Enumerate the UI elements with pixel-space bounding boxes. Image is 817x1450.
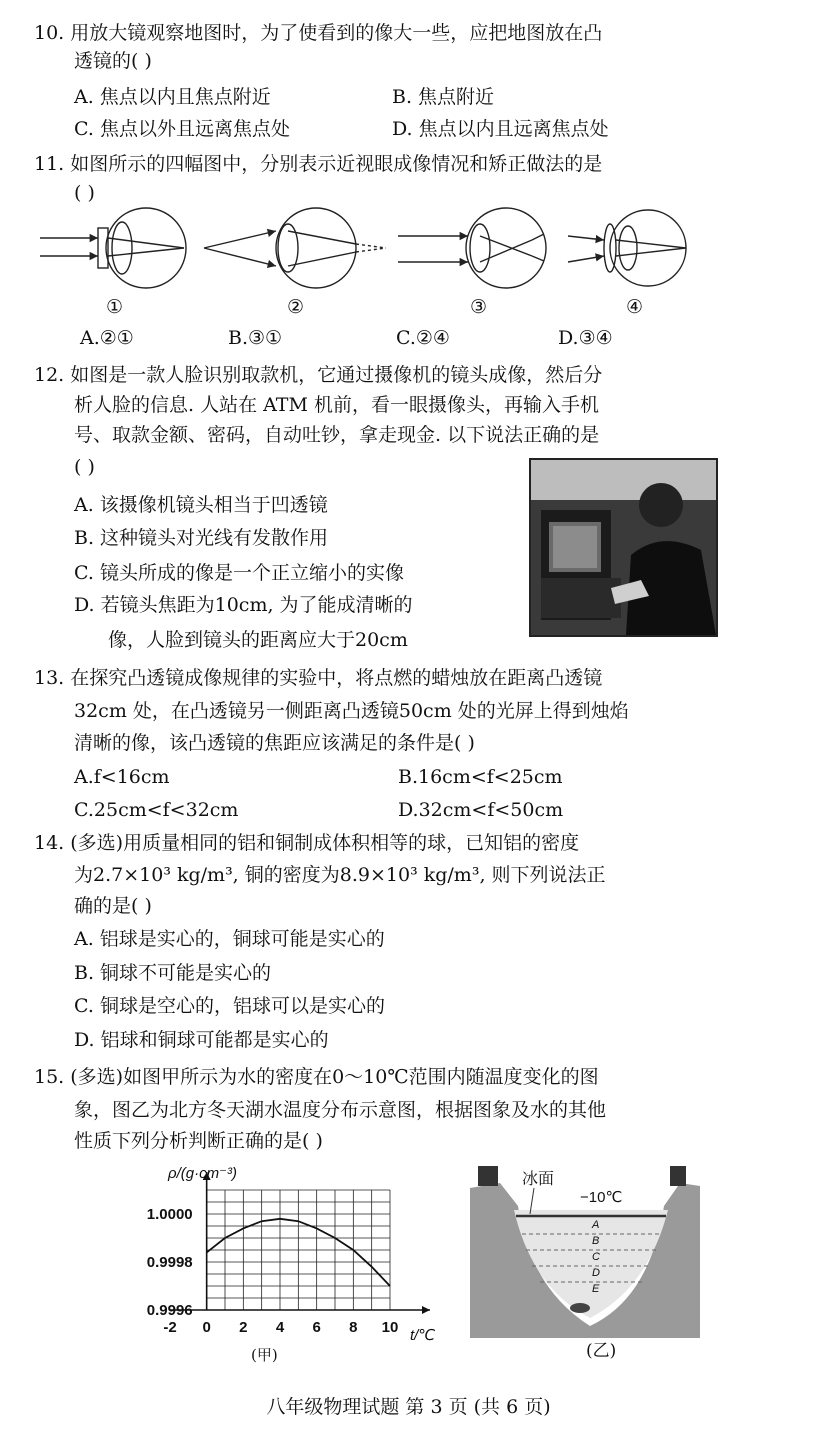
q15-stem-line2: 象，图乙为北方冬天湖水温度分布示意图，根据图象及水的其他 xyxy=(74,1099,607,1121)
eye-diagram-2 xyxy=(204,208,386,288)
x-tick-label: 4 xyxy=(275,1319,285,1336)
q12-stem-line1: 12. 如图是一款人脸识别取款机，它通过摄像机的镜头成像，然后分 xyxy=(34,364,603,386)
chart-ticks xyxy=(147,1206,399,1336)
eye-diagram-3 xyxy=(398,208,546,288)
lake-layer-d: D xyxy=(592,1267,600,1279)
lake-ice-label: 冰面 xyxy=(522,1171,555,1188)
x-tick-label: 6 xyxy=(312,1319,321,1336)
q12-stem-line4: ( ) xyxy=(74,456,95,478)
eye-diagrams-figure xyxy=(36,206,706,316)
q13-option-d: D.32cm<f<50cm xyxy=(398,799,564,821)
q12-option-a: A. 该摄像机镜头相当于凹透镜 xyxy=(74,494,328,516)
q12-option-c: C. 镜头所成的像是一个正立缩小的实像 xyxy=(74,562,404,584)
x-axis-arrow xyxy=(422,1306,430,1314)
y-tick-label: 0.9998 xyxy=(146,1254,193,1271)
q15-stem-line3: 性质下列分析判断正确的是( ) xyxy=(74,1130,323,1152)
q14-stem-line2: 为2.7×10³ kg/m³, 铜的密度为8.9×10³ kg/m³, 则下列说法正 xyxy=(74,864,606,886)
q14-stem-line3: 确的是( ) xyxy=(74,895,152,917)
lake-temperature-figure xyxy=(470,1158,700,1338)
x-tick-label: -2 xyxy=(163,1319,177,1336)
page-footer: 八年级物理试题 第 3 页 (共 6 页) xyxy=(266,1396,551,1418)
q14-stem-line1: 14. (多选)用质量相同的铝和铜制成体积相等的球，已知铝的密度 xyxy=(34,832,580,854)
q13-option-b: B.16cm<f<25cm xyxy=(398,766,563,788)
q12-option-b: B. 这种镜头对光线有发散作用 xyxy=(74,527,329,549)
lake-temp-label: −10℃ xyxy=(580,1189,623,1206)
lake-layer-a: A xyxy=(592,1219,600,1231)
eye-diagram-label-2: ② xyxy=(287,296,305,318)
q10-option-d: D. 焦点以内且远离焦点处 xyxy=(392,118,609,140)
q10-stem-line2: 透镜的( ) xyxy=(74,50,152,72)
q10-stem-line1: 10. 用放大镜观察地图时，为了使看到的像大一些，应把地图放在凸 xyxy=(34,22,603,44)
q13-stem-line3: 清晰的像，该凸透镜的焦距应该满足的条件是( ) xyxy=(74,732,475,754)
atm-face-recognition-photo xyxy=(529,458,718,637)
q14-option-a: A. 铝球是实心的，铜球可能是实心的 xyxy=(74,928,385,950)
fig-jia-caption: (甲) xyxy=(251,1346,278,1364)
chart-y-axis-label: ρ/(g·cm⁻³) xyxy=(168,1165,237,1182)
q12-stem-line3: 号、取款金额、密码，自动吐钞，拿走现金. 以下说法正确的是 xyxy=(74,424,600,446)
q10-option-a: A. 焦点以内且焦点附近 xyxy=(74,86,271,108)
q11-option-c: C.②④ xyxy=(396,327,450,349)
q13-option-c: C.25cm<f<32cm xyxy=(74,799,239,821)
q12-option-d-line2: 像，人脸到镜头的距离应大于20cm xyxy=(108,629,408,651)
eye-diagram-label-4: ④ xyxy=(626,296,644,318)
q10-option-c: C. 焦点以外且远离焦点处 xyxy=(74,118,290,140)
chart-axes xyxy=(170,1172,430,1314)
q11-option-b: B.③① xyxy=(228,327,283,349)
q14-option-c: C. 铜球是空心的，铝球可以是实心的 xyxy=(74,995,385,1017)
y-tick-label: 1.0000 xyxy=(146,1206,193,1223)
q14-option-d: D. 铝球和铜球可能都是实心的 xyxy=(74,1029,329,1051)
q12-stem-line2: 析人脸的信息. 人站在 ATM 机前，看一眼摄像头，再输入手机 xyxy=(74,394,599,416)
lake-layer-e: E xyxy=(592,1283,600,1295)
q10-option-b: B. 焦点附近 xyxy=(392,86,495,108)
q11-stem-line2: ( ) xyxy=(74,182,95,204)
q11-stem-line1: 11. 如图所示的四幅图中，分别表示近视眼成像情况和矫正做法的是 xyxy=(34,153,603,175)
x-tick-label: 2 xyxy=(239,1319,248,1336)
y-tick-label: 0.9996 xyxy=(146,1302,193,1319)
chart-x-axis-label: t/℃ xyxy=(410,1327,436,1344)
q13-option-a: A.f<16cm xyxy=(74,766,170,788)
x-tick-label: 0 xyxy=(202,1319,211,1336)
water-density-chart xyxy=(90,1160,460,1360)
q11-option-d: D.③④ xyxy=(558,327,613,349)
shore-house-icon xyxy=(670,1166,686,1186)
fig-yi-caption: (乙) xyxy=(586,1341,617,1361)
q11-option-a: A.②① xyxy=(80,327,134,349)
eye-diagram-4 xyxy=(568,210,686,286)
eye-diagram-label-3: ③ xyxy=(470,296,488,318)
q13-stem-line2: 32cm 处，在凸透镜另一侧距离凸透镜50cm 处的光屏上得到烛焰 xyxy=(74,700,629,722)
x-tick-label: 10 xyxy=(381,1319,399,1336)
eye-diagram-1 xyxy=(40,208,186,288)
chart-grid xyxy=(207,1190,390,1310)
q15-stem-line1: 15. (多选)如图甲所示为水的密度在0～10℃范围内随温度变化的图 xyxy=(34,1066,599,1088)
lake-layer-b: B xyxy=(592,1235,600,1247)
lake-layer-c: C xyxy=(592,1251,600,1263)
eye-diagram-label-1: ① xyxy=(106,296,124,318)
q12-option-d-line1: D. 若镜头焦距为10cm, 为了能成清晰的 xyxy=(74,594,413,616)
shore-tree-icon xyxy=(478,1166,498,1186)
x-tick-label: 8 xyxy=(349,1319,358,1336)
q14-option-b: B. 铜球不可能是实心的 xyxy=(74,962,272,984)
q13-stem-line1: 13. 在探究凸透镜成像规律的实验中，将点燃的蜡烛放在距离凸透镜 xyxy=(34,667,603,689)
